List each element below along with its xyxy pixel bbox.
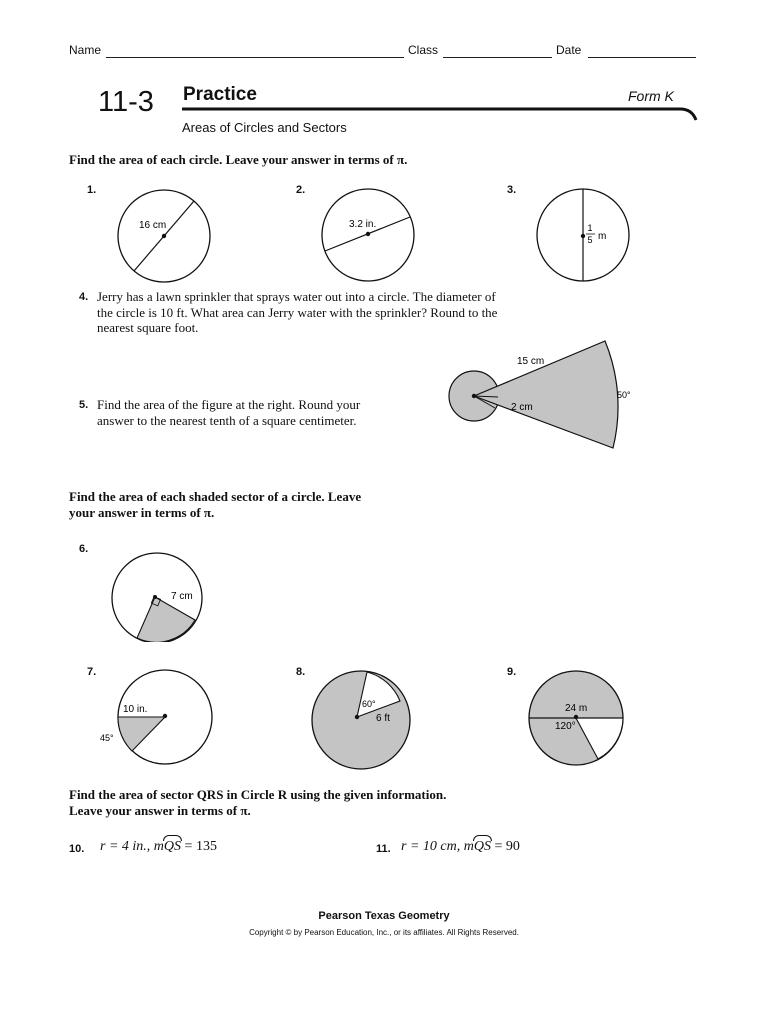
radius-value: r = 10 cm, [401, 839, 461, 854]
page-subtitle: Areas of Circles and Sectors [182, 120, 347, 135]
date-label: Date [556, 43, 582, 57]
footer-book-title: Pearson Texas Geometry [318, 910, 450, 922]
radius-label: 10 in. [123, 704, 148, 715]
diameter-label: 16 cm [139, 220, 167, 231]
problem-number: 11. [376, 843, 391, 855]
arc-letters: QS [473, 839, 491, 854]
arc-symbol [163, 835, 182, 841]
arc-value: = 135 [184, 839, 217, 854]
form-label: Form K [628, 88, 674, 104]
diameter-label: 3.2 in. [349, 219, 377, 230]
problem-number: 3. [507, 184, 517, 196]
angle-label: 50° [617, 390, 631, 400]
footer-copyright: Copyright © by Pearson Education, Inc., or its affiliates. All Rights Reserved. [249, 928, 519, 937]
unit-label: m [598, 231, 607, 242]
arc-symbol [473, 835, 492, 841]
circle-figure-3 [535, 187, 635, 287]
class-blank[interactable] [443, 57, 552, 58]
diameter-label: 24 m [565, 703, 588, 714]
arc-name [474, 839, 491, 855]
text-line: your answer in terms of π. [69, 505, 215, 520]
angle-label: 120° [555, 721, 576, 732]
text-line: answer to the nearest tenth of a square centimeter. [97, 412, 357, 428]
angle-label: 45° [100, 733, 114, 743]
name-blank[interactable] [106, 57, 404, 58]
problem-number: 4. [79, 291, 89, 303]
problem-10-given [100, 839, 217, 855]
circle-figure-1 [110, 187, 220, 287]
problem-number: 7. [87, 666, 97, 678]
page-title: Practice [183, 84, 257, 105]
arc-value: = 90 [494, 839, 520, 854]
arc-measure-prefix: m [463, 839, 474, 854]
text-line: Leave your answer in terms of π. [69, 803, 251, 818]
text-line: Find the area of the figure at the right. Round your [97, 397, 361, 412]
date-blank[interactable] [588, 57, 696, 58]
text-line: Jerry has a lawn sprinkler that sprays water out into a circle. The diameter of [97, 289, 496, 304]
text-line: the circle is 10 ft. What area can Jerry water with the sprinkler? Round to the [97, 304, 498, 320]
sector-figure-8 [310, 669, 415, 774]
problem-number: 10. [69, 843, 85, 855]
fraction-denominator: 5 [587, 235, 593, 245]
radius-label: 7 cm [171, 591, 193, 602]
text-line: Find the area of each shaded sector of a circle. Leave [69, 489, 362, 504]
problem-number: 9. [507, 666, 517, 678]
outer-radius-label: 15 cm [517, 356, 545, 367]
section2-directions [69, 489, 361, 521]
name-label: Name [69, 43, 102, 57]
problem-4-text [97, 289, 497, 336]
problem-number: 1. [87, 184, 97, 196]
problem-number: 5. [79, 399, 89, 411]
angle-label: 60° [362, 699, 376, 709]
problem-number: 2. [296, 184, 306, 196]
circle-figure-2 [318, 187, 418, 287]
text-line: Find the area of sector QRS in Circle R using the given information. [69, 787, 447, 802]
lesson-number: 11-3 [98, 86, 154, 118]
problem-number: 8. [296, 666, 306, 678]
inner-radius-label: 2 cm [511, 402, 533, 413]
arc-letters: QS [163, 839, 182, 854]
composite-figure-5 [440, 338, 640, 462]
problem-11-given [401, 839, 520, 855]
section3-directions [69, 787, 446, 819]
text-line: nearest square foot. [97, 320, 199, 335]
problem-number: 6. [79, 543, 89, 555]
arc-name [164, 839, 181, 855]
sector-figure-7 [100, 669, 220, 769]
sector-figure-6 [104, 552, 214, 642]
arc-measure-prefix: m [153, 839, 164, 854]
sector-figure-9 [526, 669, 626, 769]
radius-label: 6 ft [376, 713, 390, 724]
fraction-numerator: 1 [587, 223, 593, 233]
section1-directions: Find the area of each circle. Leave your answer in terms of π. [69, 152, 408, 167]
class-label: Class [408, 43, 439, 57]
problem-5-text [97, 397, 360, 428]
radius-value: r = 4 in., [100, 839, 151, 854]
